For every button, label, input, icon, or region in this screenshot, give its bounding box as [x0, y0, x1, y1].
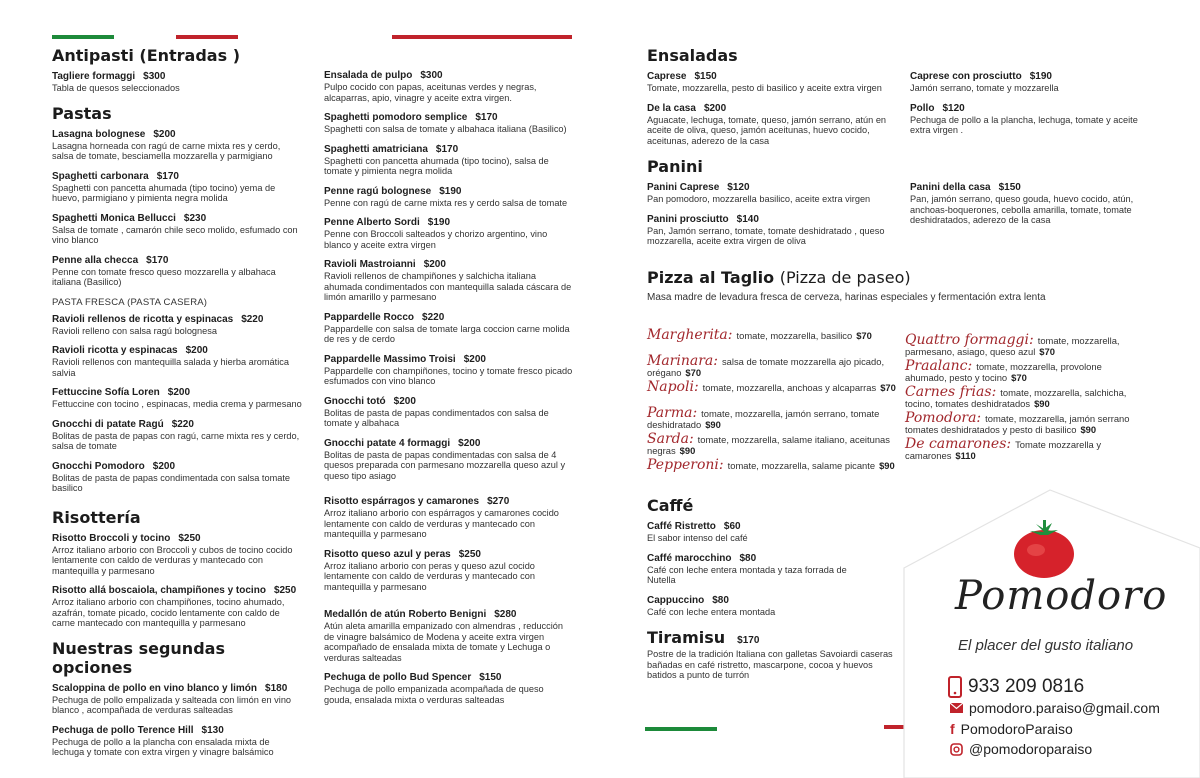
item-desc: El sabor intenso del café — [647, 533, 748, 543]
item-name: Spaghetti pomodoro semplice — [324, 112, 468, 123]
menu-item — [52, 129, 302, 162]
item-desc: Salsa de tomate , camarón chile seco molido, esfumado con vino blanco — [52, 224, 298, 245]
item-desc: Pan, jamón serrano, queso gouda, huevo cocido, atún, anchoas-boquerones, cebolla amarilla, tomate, tomate deshidratados, aderezo de la casa — [910, 194, 1134, 225]
item-desc: Pechuga de pollo empalizada y salteada con limón en vino blanco , acompañada de verduras salteadas — [52, 694, 292, 715]
item-name: Lasagna bolognese — [52, 128, 146, 140]
item-desc: Bolitas de pasta de papas condimentadas con salsa de 4 quesos preparada con parmesano mozzarella queso azul y queso tipo asiago — [324, 449, 566, 481]
pizza-name: Parma: — [647, 405, 698, 421]
pizza-price: $90 — [1080, 423, 1097, 435]
item-desc: Pappardelle con salsa de tomate larga coccion carne molida de res y de cerdo — [324, 323, 570, 344]
pizza-price: $70 — [1011, 371, 1027, 383]
item-price: $60 — [723, 521, 741, 532]
pizza-price: $90 — [705, 418, 721, 430]
pizza-name: Marinara: — [647, 353, 718, 369]
menu-item — [910, 182, 1160, 226]
item-name: Medallón de atún Roberto Benigni — [324, 609, 487, 620]
menu-item — [647, 214, 892, 247]
menu-item — [647, 595, 877, 618]
item-price: $190 — [427, 217, 451, 228]
item-name: Ravioli rellenos de ricotta y espinacas — [52, 313, 234, 325]
item-desc: Bolitas de pasta de papas condimentados con salsa de tomate y albahaca — [324, 407, 549, 428]
item-name: Pechuga de pollo Terence Hill — [52, 724, 194, 736]
item-desc: Atún aleta amarilla empanizado con almendras , reducción de vinagre balsámico de Modena y aceite extra virgen acompañado de ensalada mixta de tomate y Lechuga o verduras salteadas — [324, 621, 564, 663]
item-price: $220 — [171, 418, 194, 430]
pizza-item — [647, 353, 907, 378]
menu-item — [647, 103, 892, 147]
item-price: $200 — [423, 259, 446, 270]
item-price: $150 — [694, 71, 717, 82]
menu-item — [52, 683, 302, 716]
item-price: $120 — [727, 182, 750, 193]
menu-item — [52, 585, 302, 629]
email-address: pomodoro.paraiso@gmail.com — [969, 700, 1160, 716]
menu-item — [52, 213, 302, 246]
panini-title: Panini — [647, 157, 703, 176]
pizza-title: Pizza al Taglio (Pizza de paseo) — [647, 267, 911, 287]
pizza-price: $70 — [685, 366, 702, 378]
menu-item — [52, 725, 302, 758]
item-price: $170 — [156, 170, 179, 182]
pizza-item — [905, 384, 1145, 409]
italian-flag-stripe — [645, 718, 789, 722]
risotteria-title: Risottería — [52, 507, 141, 527]
item-price: $170 — [475, 112, 498, 123]
item-name: Gnocchi totó — [324, 395, 386, 407]
item-desc: Lasagna horneada con ragú de carne mixta res y cerdo, salsa de tomate, besciamella mozzarella y parmigiano — [52, 140, 281, 161]
pizza-item — [905, 332, 1145, 357]
tiramisu-title: Tiramisu — [647, 628, 726, 647]
item-name: Penne ragú bolognese — [324, 185, 432, 197]
item-name: Spaghetti Monica Bellucci — [52, 212, 176, 224]
menu-item — [52, 387, 302, 410]
menu-item — [52, 255, 302, 288]
item-price: $250 — [458, 548, 481, 560]
menu-item — [52, 345, 302, 378]
item-price: $300 — [143, 71, 166, 82]
menu-item — [324, 354, 574, 387]
pizza-item — [647, 379, 907, 395]
item-price: $170 — [146, 254, 169, 266]
item-desc: Tabla de quesos seleccionados — [52, 83, 180, 93]
item-desc: Tomate, mozzarella, pesto di basilico y aceite extra virgen — [647, 83, 882, 93]
item-desc: Ravioli relleno con salsa ragú bolognesa — [52, 325, 217, 336]
pizza-name: Napoli: — [647, 379, 699, 395]
pizza-desc: tomate, mozzarella, jamón serrano, tomate deshidratado — [647, 408, 880, 430]
item-price: $140 — [736, 213, 759, 225]
item-name: Fettuccine Sofía Loren — [52, 387, 160, 398]
instagram-icon — [950, 743, 963, 756]
item-name: Spaghetti amatriciana — [324, 143, 428, 155]
pizza-price: $110 — [955, 449, 976, 461]
item-price: $220 — [422, 311, 445, 323]
item-desc: Penne con ragú de carne mixta res y cerdo salsa de tomate — [324, 197, 568, 208]
item-price: $200 — [463, 353, 486, 365]
item-price: $120 — [942, 102, 965, 114]
caffe-section — [647, 496, 877, 626]
pizza-name: Quattro formaggi: — [905, 332, 1034, 348]
menu-item — [647, 521, 877, 544]
item-price: $220 — [241, 313, 264, 325]
pizza-name: Praalanc: — [905, 358, 973, 374]
item-price: $190 — [439, 185, 462, 197]
menu-item — [910, 71, 1155, 94]
item-desc: Penne con tomate fresco queso mozzarella y albahaca italiana (Basilico) — [52, 266, 276, 287]
item-price: $200 — [185, 345, 208, 356]
item-desc: Café con leche entera montada y taza forrada de Nutella — [647, 564, 847, 585]
menu-item — [910, 103, 1155, 136]
italian-flag-stripe — [392, 26, 572, 30]
item-desc: Aguacate, lechuga, tomate, queso, jamón serrano, atún en aceite de oliva, queso, jamón aceitunas, huevo cocido, aceitunas, aderezo de la casa — [647, 114, 887, 146]
pizza-price: $70 — [856, 330, 872, 341]
pizza-desc: tomate, mozzarella, salame picante — [727, 460, 876, 471]
item-price: $190 — [1029, 71, 1052, 82]
item-price: $200 — [458, 437, 481, 449]
item-desc: Arroz italiano arborio con peras y queso azul cocido lentamente con caldo de verduras y mantecado con mantequilla y parmesano — [324, 560, 535, 592]
item-name: Gnocchi Pomodoro — [52, 460, 145, 472]
pizza-price: $70 — [1039, 345, 1055, 357]
item-name: Caffé marocchino — [647, 552, 732, 564]
pizza-name: De camarones: — [905, 436, 1012, 452]
pizza-item — [905, 358, 1145, 383]
instagram-contact[interactable] — [950, 741, 1092, 757]
caffe-title: Caffé — [647, 496, 694, 515]
column-right — [647, 46, 1167, 303]
brand-logo: Pomodoro — [955, 573, 1168, 619]
pizza-desc: salsa de tomate mozzarella ajo picado, orégano — [647, 356, 885, 378]
pizza-item — [647, 457, 907, 473]
item-name: De la casa — [647, 102, 696, 114]
item-desc: Pan, Jamón serrano, tomate, tomate deshidratado , queso mozzarella, aceite extra virgen de oliva — [647, 225, 885, 246]
item-desc: Pulpo cocido con papas, aceitunas verdes y negras, alcaparras, apio, vinagre y aceite extra virgen. — [324, 82, 537, 103]
item-name: Tagliere formaggi — [52, 71, 136, 82]
pizza-name: Carnes frias: — [905, 384, 997, 400]
facebook-contact[interactable] — [950, 721, 1073, 737]
item-desc: Arroz italiano arborio con espárragos y camarones cocido lentamente con caldo de verduras y mantecado con mantequilla y parmesano — [324, 508, 559, 539]
item-price: $200 — [152, 460, 176, 472]
item-desc: Jamón serrano, tomate y mozzarella — [910, 83, 1059, 93]
menu-item — [324, 672, 574, 705]
item-price: $230 — [183, 212, 207, 224]
menu-item — [324, 112, 574, 135]
item-name: Spaghetti carbonara — [52, 170, 149, 182]
menu-item — [324, 496, 574, 540]
menu-item — [324, 396, 574, 429]
column-middle — [324, 70, 574, 714]
item-desc: Pechuga de pollo a la plancha con ensalada mixta de lechuga y tomate con extra virgen y vinagre balsámico — [52, 736, 274, 757]
menu-item — [324, 549, 574, 593]
menu-item — [52, 171, 302, 204]
item-desc: Arroz italiano arborio con champiñones, tocino ahumado, azafrán, tomate picado, cocido lentamente con caldo de carne mantecado con mantequilla y parmesano — [52, 597, 285, 628]
item-name: Risotto queso azul y peras — [324, 548, 451, 560]
item-name: Gnocchi di patate Ragú — [52, 418, 164, 430]
item-desc: Bolitas de pasta de papas con ragú, carne mixta res y cerdo, salsa de tomate — [52, 430, 300, 451]
menu-item — [647, 553, 877, 586]
item-desc: Spaghetti con salsa de tomate y albahaca italiana (Basilico) — [324, 124, 567, 134]
pizza-price: $70 — [880, 382, 896, 393]
menu-item — [647, 71, 892, 94]
menu-item — [52, 314, 302, 337]
menu-item — [647, 182, 892, 205]
item-name: Gnocchi patate 4 formaggi — [324, 437, 451, 449]
item-price: $150 — [998, 182, 1021, 193]
menu-item — [324, 438, 574, 482]
menu-item — [52, 71, 302, 94]
pizza-price: $90 — [679, 444, 696, 456]
item-price: $180 — [265, 682, 288, 694]
menu-item — [52, 533, 302, 577]
item-price: $150 — [479, 672, 502, 683]
pasta-fresca-label: PASTA FRESCA (PASTA CASERA) — [52, 296, 208, 308]
ensaladas-title: Ensaladas — [647, 46, 738, 65]
item-price: $200 — [167, 387, 191, 398]
item-name: Pollo — [910, 102, 935, 114]
menu-item — [324, 144, 574, 177]
menu-item — [324, 312, 574, 345]
phone-icon — [948, 676, 962, 698]
item-price: $200 — [153, 128, 176, 140]
item-name: Ravioli Mastroianni — [324, 259, 416, 270]
item-desc: Bolitas de pasta de papas condimentada con salsa tomate basilico — [52, 472, 291, 493]
pizza-item — [647, 327, 907, 343]
item-name: Ravioli ricotta y espinacas — [52, 345, 178, 356]
item-desc: Arroz italiano arborio con Broccoli y cubos de tocino cocido lentamente con caldo de verduras y mantecado con mantequilla y parmesano — [52, 544, 293, 576]
item-price: $80 — [739, 552, 757, 564]
pizza-item — [647, 431, 907, 456]
pizza-desc: tomate, mozzarella, provolone ahumado, pesto y tocino — [905, 361, 1102, 383]
item-name: Risotto espárragos y camarones — [324, 496, 480, 507]
column-left — [52, 46, 302, 767]
item-price: $270 — [487, 496, 510, 507]
item-name: Pechuga de pollo Bud Spencer — [324, 672, 472, 683]
item-price: $80 — [712, 594, 729, 606]
pizza-desc: tomate, mozzarella, salame italiano, aceitunas negras — [647, 434, 890, 456]
pizza-desc: tomate, mozzarella, anchoas y alcaparras — [702, 382, 877, 393]
item-name: Penne Alberto Sordi — [324, 217, 420, 228]
item-name: Pappardelle Rocco — [324, 311, 415, 323]
pizza-name: Margherita: — [647, 327, 733, 343]
pizza-desc: tomate, mozzarella, jamón serrano tomates deshidratados y pesto di basilico — [905, 413, 1130, 435]
item-name: Panini Caprese — [647, 182, 720, 193]
item-desc: Pechuga de pollo empanizada acompañada de queso gouda, ensalada mixta o verduras salteadas — [324, 684, 544, 705]
item-price: $300 — [420, 70, 443, 81]
item-name: Cappuccino — [647, 594, 705, 606]
item-desc: Pan pomodoro, mozzarella basilico, aceite extra virgen — [647, 194, 871, 204]
pizza-subtitle: Masa madre de levadura fresca de cerveza, harinas especiales y fermentación extra lenta — [647, 291, 1046, 303]
item-name: Risotto allá boscaiola, champiñones y tocino — [52, 585, 266, 596]
pizza-name: Sarda: — [647, 431, 694, 447]
item-name: Ensalada de pulpo — [324, 70, 413, 81]
email-contact[interactable] — [950, 700, 1160, 716]
italian-flag-stripe — [52, 26, 238, 30]
pizza-item — [905, 410, 1145, 435]
pizza-name: Pomodora: — [905, 410, 982, 426]
item-name: Penne alla checca — [52, 254, 139, 266]
menu-item — [324, 259, 574, 303]
pizza-desc: tomate, mozzarella, salchicha, tocino, tomates deshidratados — [905, 387, 1127, 409]
pastas-title: Pastas — [52, 103, 112, 123]
item-price: $200 — [393, 395, 416, 407]
menu-item — [52, 461, 302, 494]
pizza-name: Pepperoni: — [647, 457, 724, 473]
tiramisu-section — [647, 628, 897, 681]
item-price: $200 — [703, 102, 727, 114]
item-desc: Ravioli rellenos con mantequilla salada y hierba aromática salvia — [52, 357, 289, 378]
item-name: Caffé Ristretto — [647, 521, 716, 532]
item-name: Scaloppina de pollo en vino blanco y limón — [52, 682, 258, 694]
pizza-desc: Tomate mozzarella y camarones — [905, 439, 1102, 461]
item-name: Risotto Broccoli y tocino — [52, 532, 171, 544]
item-desc: Pechuga de pollo a la plancha, lechuga, tomate y aceite extra virgen . — [910, 114, 1138, 135]
item-price: $130 — [201, 724, 224, 736]
item-desc: Ravioli rellenos de champiñones y salchicha italiana ahumada condimentados con mantequilla salada cáscara de limón amarillo y parmesano — [324, 271, 572, 302]
pizza-item — [905, 436, 1145, 461]
item-name: Caprese — [647, 71, 687, 82]
item-name: Panini prosciutto — [647, 213, 729, 225]
facebook-handle: PomodoroParaiso — [960, 721, 1073, 737]
item-name: Pappardelle Massimo Troisi — [324, 353, 456, 365]
menu-item — [324, 609, 574, 663]
pizza-price: $90 — [879, 460, 895, 471]
envelope-icon — [950, 703, 963, 713]
item-desc: Pappardelle con champiñones, tocino y tomate fresco picado esfumados con vino blanco — [324, 365, 573, 386]
menu-item — [324, 217, 574, 250]
item-name: Caprese con prosciutto — [910, 71, 1022, 82]
phone-number: 933 209 0816 — [968, 676, 1085, 697]
phone-contact[interactable] — [948, 676, 1084, 698]
item-desc: Café con leche entera montada — [647, 606, 776, 617]
pizza-desc: tomate, mozzarella, basilico — [736, 330, 853, 341]
facebook-icon: f — [950, 721, 955, 737]
pizza-item — [647, 405, 907, 430]
instagram-handle: @pomodoroparaiso — [969, 741, 1093, 757]
menu-item — [52, 419, 302, 452]
pizza-desc: tomate, mozzarella, parmesano, asiago, queso azul — [905, 335, 1120, 357]
pizza-price: $90 — [1034, 397, 1050, 409]
tiramisu-desc: Postre de la tradición Italiana con galletas Savoiardi caseras bañadas en café ristretto, mascarpone, cocoa y huevos batidos a punto de turrón — [647, 649, 893, 680]
item-desc: Penne con Broccoli salteados y chorizo argentino, vino blanco y aceite extra virgen — [324, 229, 548, 250]
antipasti-title: Antipasti (Entradas ) — [52, 46, 241, 65]
item-price: $170 — [435, 143, 459, 155]
item-desc: Spaghetti con pancetta ahumada (tipo tocino), salsa de tomate y pimienta negra molida — [324, 155, 549, 176]
item-name: Panini della casa — [910, 182, 991, 193]
item-price: $250 — [273, 585, 297, 596]
item-desc: Spaghetti con pancetta ahumada (tipo tocino) yema de huevo, parmigiano y pimienta negra molida — [52, 182, 276, 203]
item-price: $280 — [494, 609, 517, 620]
tiramisu-price: $170 — [737, 635, 760, 646]
menu-item — [324, 186, 574, 209]
menu-item — [324, 70, 574, 103]
segundas-title: Nuestras segundas opciones — [52, 638, 225, 677]
brand-slogan: El placer del gusto italiano — [958, 637, 1134, 654]
item-price: $250 — [178, 532, 201, 544]
item-desc: Fettuccine con tocino , espinacas, media crema y parmesano — [52, 399, 302, 409]
